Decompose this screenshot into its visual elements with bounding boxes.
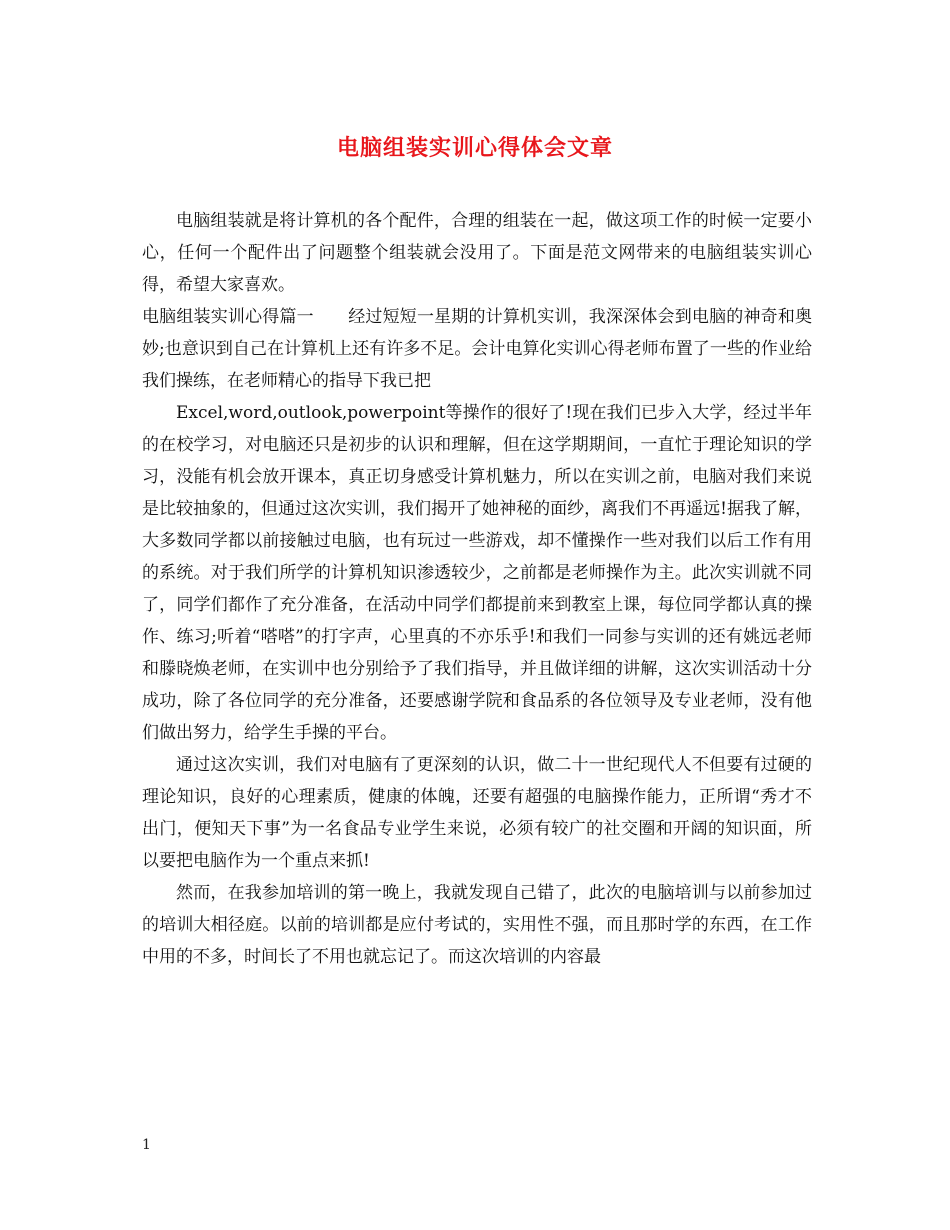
paragraph-section-one: 电脑组装实训心得篇一 经过短短一星期的计算机实训，我深深体会到电脑的神奇和奥妙;也意识到自己在计算机上还有许多不足。会计电算化实训心得老师布置了一些的作业给我们操练，在老师精心的指导下我已把 xyxy=(142,307,812,391)
paragraph-intro: 电脑组装就是将计算机的各个配件，合理的组装在一起，做这项工作的时候一定要小心，任何一个配件出了问题整个组装就会没用了。下面是范文网带来的电脑组装实训心得，希望大家喜欢。 xyxy=(142,211,812,295)
paragraph-deeper-understanding: 通过这次实训，我们对电脑有了更深刻的认识，做二十一世纪现代人不但要有过硬的理论知识，良好的心理素质，健康的体魄，还要有超强的电脑操作能力，正所谓“秀才不出门，便知天下事”为一名食品专业学生来说，必须有较广的社交圈和开阔的知识面，所以要把电脑作为一个重点来抓! xyxy=(142,755,812,871)
page-number: 1 xyxy=(142,1137,151,1153)
paragraph-software-skills: Excel,word,outlook,powerpoint等操作的很好了!现在我们已步入大学，经过半年的在校学习，对电脑还只是初步的认识和理解，但在这学期期间，一直忙于理论知识的学习，没能有机会放开课本，真正切身感受计算机魅力，所以在实训之前，电脑对我们来说是比较抽象的，但通过这次实训，我们揭开了她神秘的面纱，离我们不再遥远!据我了解，大多数同学都以前接触过电脑，也有玩过一些游戏，却不懂操作一些对我们以后工作有用的系统。对于我们所学的计算机知识渗透较少，之前都是老师操作为主。此次实训就不同了，同学们都作了充分准备，在活动中同学们都提前来到教室上课，每位同学都认真的操作、练习;听着“嗒嗒”的打字声，心里真的不亦乐乎!和我们一同参与实训的还有姚远老师和滕晓焕老师，在实训中也分别给予了我们指导，并且做详细的讲解，这次实训活动十分成功，除了各位同学的充分准备，还要感谢学院和食品系的各位领导及专业老师，没有他们做出努力，给学生手操的平台。 xyxy=(142,403,812,743)
document-title: 电脑组装实训心得体会文章 xyxy=(336,135,613,161)
document-body xyxy=(142,205,812,973)
paragraph-first-evening: 然而，在我参加培训的第一晚上，我就发现自己错了，此次的电脑培训与以前参加过的培训大相径庭。以前的培训都是应付考试的，实用性不强，而且那时学的东西，在工作中用的不多，时间长了不用也就忘记了。而这次培训的内容最 xyxy=(142,883,812,967)
